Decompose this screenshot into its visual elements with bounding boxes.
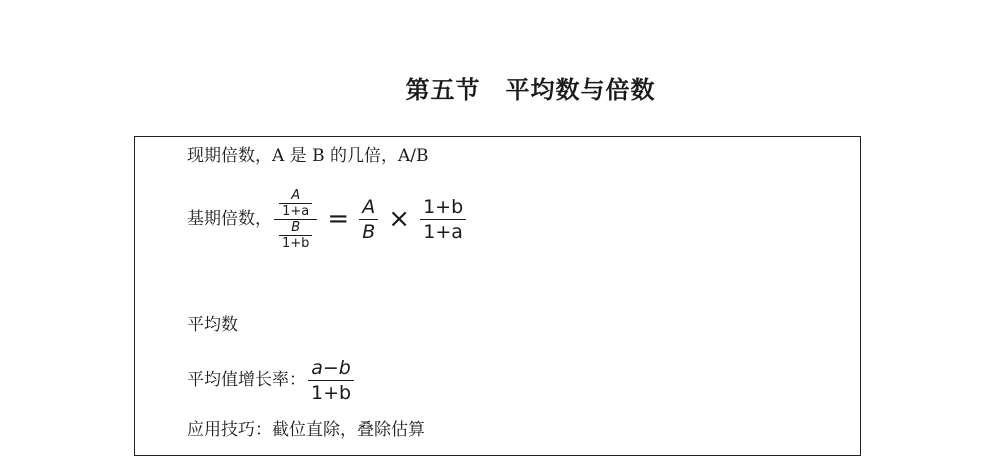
average-growth-formula bbox=[306, 356, 356, 405]
current-multiple-text: A 是 B 的几倍，A/B bbox=[272, 146, 429, 166]
base-multiple-line bbox=[187, 181, 468, 257]
formula-box bbox=[134, 136, 861, 456]
average-growth-numerator: a−b bbox=[311, 356, 351, 379]
average-growth-fraction bbox=[308, 356, 354, 405]
growth-denominator: 1+a bbox=[423, 220, 463, 243]
current-multiple-label: 现期倍数， bbox=[187, 146, 272, 166]
compound-fraction-denominator bbox=[274, 220, 317, 251]
average-growth-line bbox=[187, 356, 356, 404]
current-multiple-line bbox=[187, 145, 428, 167]
page-title: 第五节 平均数与倍数 bbox=[405, 76, 656, 104]
base-multiple-formula bbox=[272, 188, 468, 251]
compound-fraction-numerator bbox=[274, 188, 317, 219]
tips-line: 应用技巧：截位直除，叠除估算 bbox=[187, 420, 425, 440]
inner-denominator-bottom: 1+b bbox=[282, 235, 310, 251]
inner-numerator-top: A bbox=[291, 187, 301, 203]
inner-numerator-bottom: 1+a bbox=[282, 203, 310, 219]
ratio-numerator: A bbox=[362, 195, 376, 218]
inner-numerator-fraction bbox=[279, 188, 312, 219]
times-sign: × bbox=[388, 204, 411, 234]
growth-fraction bbox=[420, 195, 466, 244]
average-heading: 平均数 bbox=[187, 315, 238, 335]
inner-denominator-top: B bbox=[291, 219, 301, 235]
base-multiple-label: 基期倍数， bbox=[187, 209, 272, 229]
ratio-fraction bbox=[359, 195, 378, 244]
growth-numerator: 1+b bbox=[423, 195, 464, 218]
inner-denominator-fraction bbox=[279, 220, 312, 251]
equals-sign: = bbox=[327, 204, 350, 234]
compound-fraction bbox=[274, 188, 317, 251]
average-growth-label: 平均值增长率： bbox=[187, 370, 306, 390]
ratio-denominator: B bbox=[362, 220, 376, 243]
average-growth-denominator: 1+b bbox=[311, 381, 352, 404]
